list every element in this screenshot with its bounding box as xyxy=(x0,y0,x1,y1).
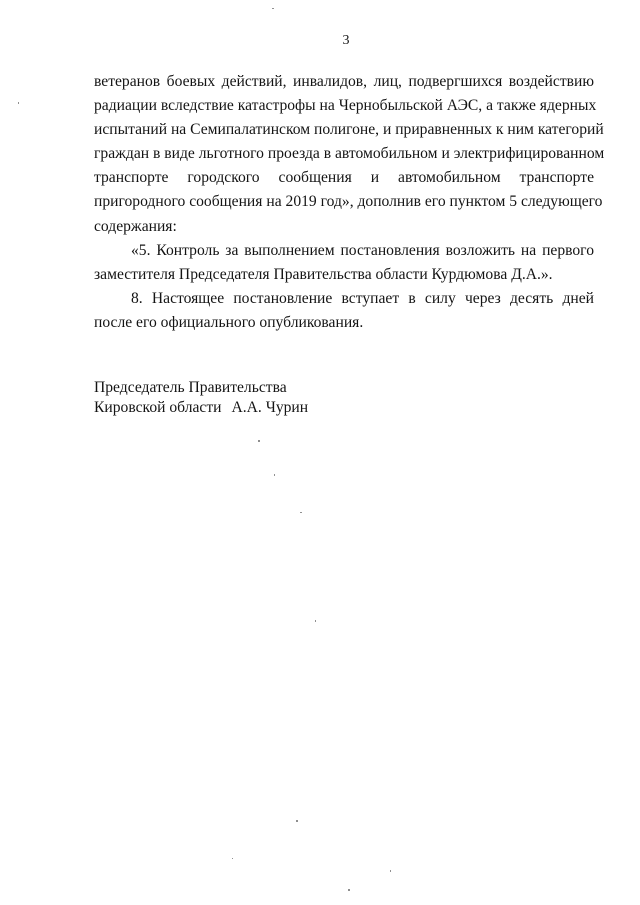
scan-speck xyxy=(272,8,274,9)
scan-speck xyxy=(348,889,350,891)
paragraph xyxy=(94,287,594,335)
paragraph xyxy=(94,239,594,287)
signatory-title-region xyxy=(94,398,308,418)
scan-speck xyxy=(274,474,275,476)
text-line: радиации вследствие катастрофы на Чернобыльской АЭС, а также ядерных xyxy=(94,97,597,115)
text-line: «5. Контроль за выполнением постановления возложить на первого xyxy=(131,241,594,259)
signatory-name: А.А. Чурин xyxy=(231,398,309,416)
text-line: испытаний на Семипалатинском полигоне, и приравненных к ним категорий xyxy=(94,121,604,139)
scan-speck xyxy=(18,102,19,104)
signature-block xyxy=(94,378,308,417)
text-line: после его официального опубликования. xyxy=(94,313,364,331)
signatory-region: Кировской области xyxy=(94,398,222,416)
text-line: 8. Настоящее постановление вступает в силу через десять дней xyxy=(131,289,594,307)
scan-speck xyxy=(296,820,298,822)
text-line: транспорте городского сообщения и автомобильном транспорте xyxy=(94,169,594,187)
scan-speck xyxy=(390,870,391,872)
document-body xyxy=(94,70,605,335)
scan-speck xyxy=(232,858,233,859)
text-line: граждан в виде льготного проезда в автомобильном и электрифицированном xyxy=(94,145,605,163)
page-number: 3 xyxy=(342,33,350,48)
signatory-title: Председатель Правительства xyxy=(94,379,287,396)
scan-speck xyxy=(315,620,316,622)
scan-speck xyxy=(258,440,260,442)
text-line: содержания: xyxy=(94,217,177,235)
scan-speck xyxy=(300,512,302,513)
text-line: ветеранов боевых действий, инвалидов, лиц, подвергшихся воздействию xyxy=(94,73,594,90)
text-line: пригородного сообщения на 2019 год», дополнив его пунктом 5 следующего xyxy=(94,193,603,211)
text-line: заместителя Председателя Правительства области Курдюмова Д.А.». xyxy=(94,265,553,283)
paragraph xyxy=(94,70,605,239)
